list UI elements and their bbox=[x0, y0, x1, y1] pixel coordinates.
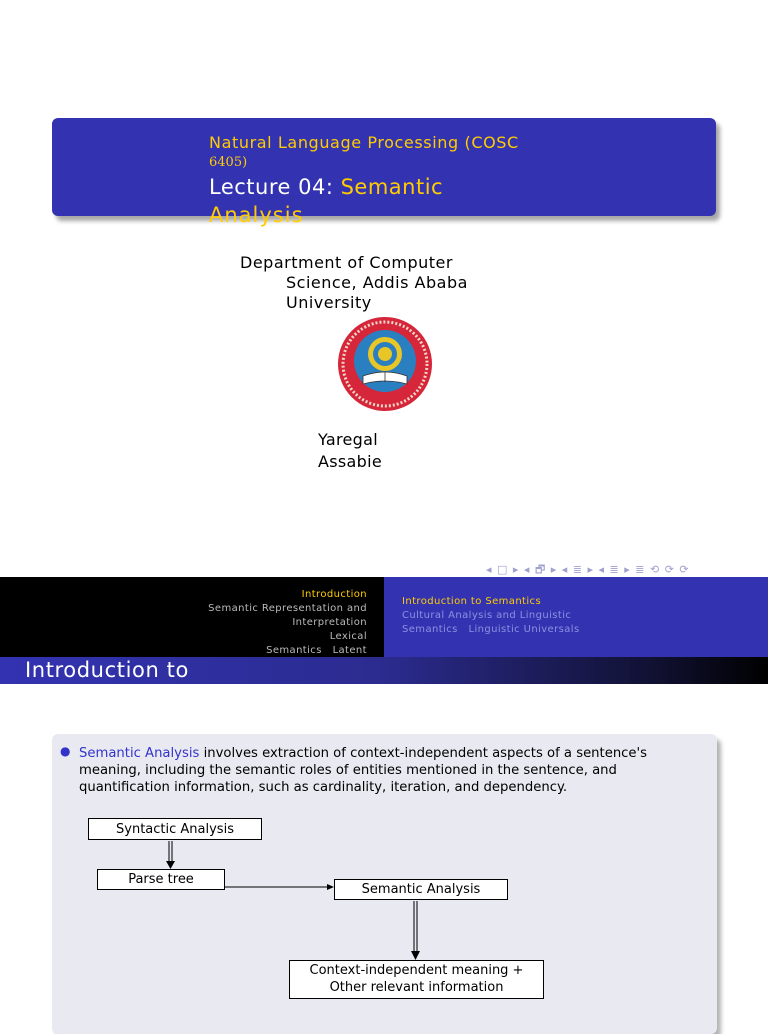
course-code: 6405) bbox=[209, 155, 248, 170]
lecture-topic-continued: Analysis bbox=[209, 203, 304, 227]
highlighted-term: Semantic Analysis bbox=[79, 746, 200, 761]
section-item[interactable]: Semantic Representation and bbox=[208, 603, 367, 614]
subsection-item[interactable]: Cultural Analysis and Linguistic bbox=[402, 610, 572, 621]
node-line: Context-independent meaning + bbox=[309, 963, 524, 978]
section-item[interactable]: Lexical bbox=[329, 631, 367, 642]
lecture-topic: Semantic bbox=[340, 175, 444, 199]
department-line: Science, Addis Ababa bbox=[286, 273, 468, 292]
lecture-prefix: Lecture 04: bbox=[209, 175, 334, 199]
beamer-navigation-icons[interactable]: ◂ □ ▸ ◂ 🗗 ▸ ◂ ≣ ▸ ◂ ≣ ▸ ≣ ⟲ ⟳ ⟳ bbox=[486, 563, 690, 576]
subsection-item-part[interactable]: Semantics bbox=[402, 624, 458, 635]
author-line: Yaregal bbox=[318, 430, 378, 449]
section-item-part[interactable]: Semantics bbox=[266, 645, 322, 656]
arrow-syntactic-to-parse bbox=[166, 841, 175, 869]
section-item[interactable]: Interpretation bbox=[292, 617, 367, 628]
section-item-introduction[interactable]: Introduction bbox=[301, 589, 367, 600]
node-semantic-analysis: Semantic Analysis bbox=[334, 879, 508, 900]
arrow-parse-to-semantic bbox=[225, 884, 334, 890]
department-line: University bbox=[286, 293, 372, 312]
node-parse-tree: Parse tree bbox=[97, 869, 225, 890]
section-item-part[interactable]: Latent bbox=[332, 645, 367, 656]
course-title: Natural Language Processing (COSC bbox=[209, 133, 519, 152]
node-context-independent-meaning bbox=[289, 960, 544, 999]
definition-text: involves extraction of context-independent aspects of a sentence's meaning, including the semantic roles of entities mentioned in the sentence, and quantification information, such as cardinality, iteration, and dependency. bbox=[79, 746, 648, 795]
department-line: Department of Computer bbox=[240, 253, 453, 272]
frame-title: Introduction to bbox=[25, 658, 189, 682]
node-syntactic-analysis: Syntactic Analysis bbox=[88, 818, 262, 840]
node-line: Other relevant information bbox=[329, 980, 504, 995]
bullet-icon: ● bbox=[60, 744, 71, 758]
subsection-item-intro-semantics[interactable]: Introduction to Semantics bbox=[402, 596, 542, 607]
subsection-item-part[interactable]: Linguistic Universals bbox=[468, 624, 580, 635]
author-line: Assabie bbox=[318, 452, 382, 471]
arrow-semantic-to-meaning bbox=[411, 901, 420, 960]
